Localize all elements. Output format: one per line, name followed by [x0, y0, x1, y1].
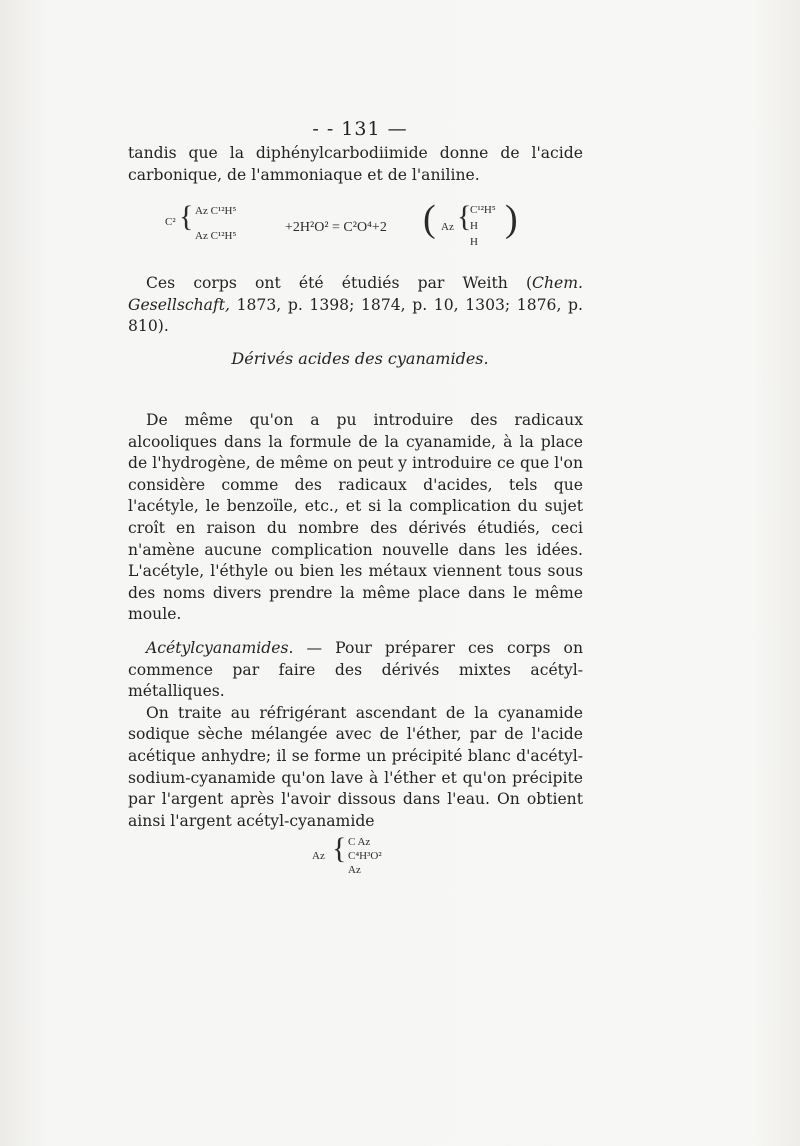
formula-row-1: Az C¹²H⁵	[195, 205, 237, 217]
formula-diphenylcarbodiimide	[165, 200, 525, 256]
acetylcyanamides-text: — Pour préparer ces corps on commence par faire des dérivés mixtes acétyl-métalliques.	[128, 639, 583, 701]
formula-close-paren: )	[505, 198, 518, 240]
formula-right-row-2: H	[470, 220, 478, 232]
page-number: - - 131 —	[312, 118, 408, 140]
formula2-brace: {	[332, 832, 347, 865]
formula2-row-3: Az	[348, 864, 361, 876]
formula-row-2: Az C¹²H⁵	[195, 230, 237, 242]
formula2-row-2: C⁴H³O²	[348, 850, 382, 862]
weith-text-b: 1873, p. 1398; 1874, p. 10, 1303; 1876, p. 810).	[128, 295, 583, 336]
formula2-row-1: C Az	[348, 836, 371, 848]
paragraph-5: On traite au réfrigérant ascendant de la cyanamide sodique sèche mélangée avec de l'éther, par de l'acide acétique anhydre; il se forme un précipité blanc d'acétyl-sodium-cyanamide qu'on lave à l'éther et qu'on précipite par l'argent après l'avoir dissous dans l'eau. On obtient ainsi l'argent acétyl-cyanamide	[128, 703, 583, 830]
paragraph-intro	[128, 143, 583, 186]
paragraph-3: De même qu'on a pu introduire des radicaux alcooliques dans la formule de la cyanamide, à la place de l'hydrogène, de même on peut y introduire ce que l'on considère comme des radicaux d'acides, tels que l'acétyle, le benzoïle, etc., et si la complication du sujet croît en raison du nombre des dérivés étudiés, ceci n'amène aucune complication nouvelle dans les idées. L'acétyle, l'éthyle ou bien les métaux viennent tous sous des noms divers prendre la même place dans le même moule.	[128, 411, 583, 624]
paragraph-acetyl	[128, 638, 583, 832]
formula-open-paren: (	[423, 198, 436, 240]
formula-acetyl-cyanamide	[312, 832, 412, 884]
acetylcyanamides-title: Acétylcyanamides.	[146, 639, 294, 657]
formula-right-brace: {	[457, 200, 472, 233]
paragraph-1: tandis que la diphénylcarbodiimide donne de l'acide carbonique, de l'ammoniaque et de l'aniline.	[128, 144, 583, 184]
formula-az: Az	[441, 221, 454, 233]
weith-text-a: Ces corps ont été étudiés par Weith (	[146, 274, 533, 292]
formula-middle: +2H²O² = C²O⁴+2	[285, 220, 387, 235]
formula-right-row-1: C¹²H⁵	[470, 204, 496, 216]
formula-c2: C²	[165, 216, 176, 228]
formula2-az: Az	[312, 850, 325, 862]
formula-right-row-3: H	[470, 236, 478, 248]
formula-left-brace: {	[179, 200, 194, 233]
section-title: Dérivés acides des cyanamides.	[231, 349, 489, 368]
paragraph-radicaux	[128, 410, 583, 626]
weith-journal: Chem. Gesellschaft,	[128, 274, 583, 314]
paragraph-weith	[128, 273, 583, 338]
